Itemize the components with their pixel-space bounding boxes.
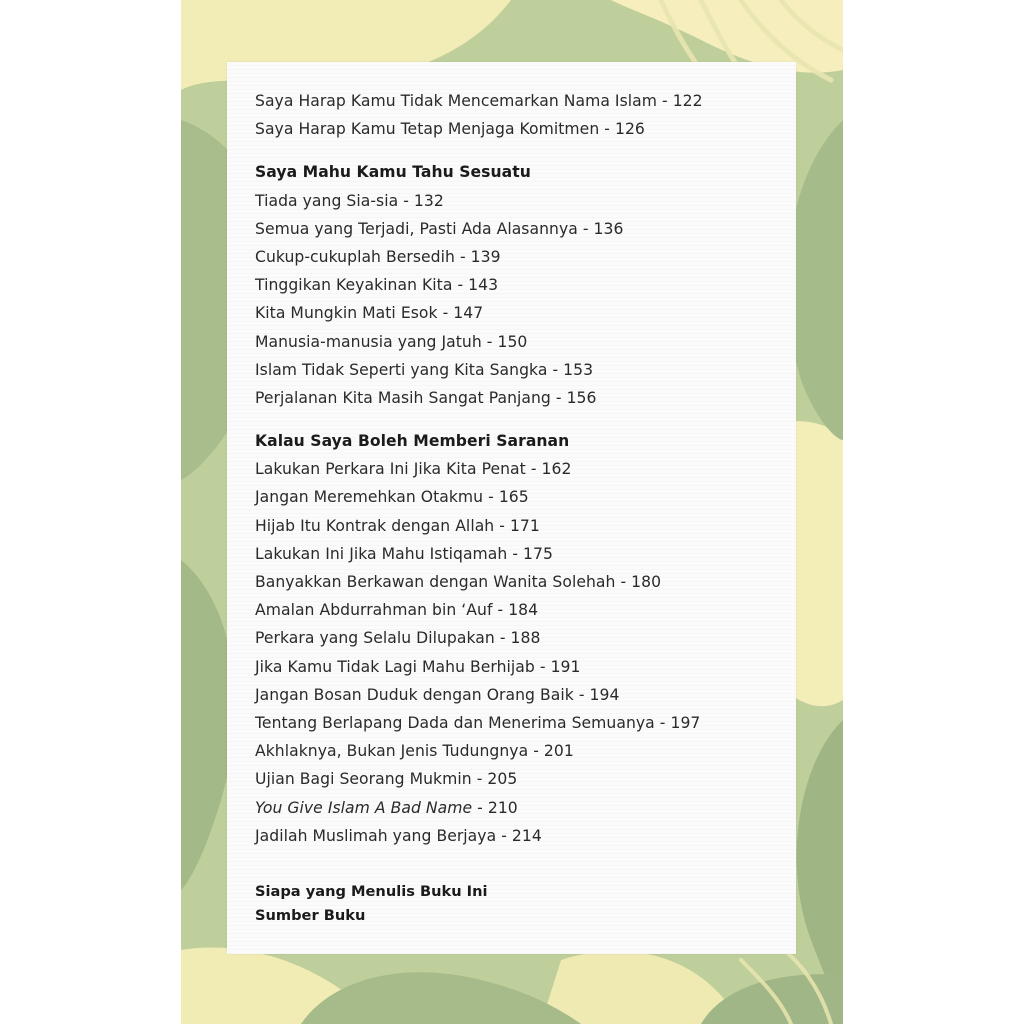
entry-title: Lakukan Perkara Ini Jika Kita Penat	[255, 460, 526, 479]
entry-title: Cukup-cukuplah Bersedih	[255, 247, 455, 266]
entry-page: 201	[543, 742, 574, 761]
toc-entry[interactable]: Perkara yang Selalu Dilupakan - 188	[255, 629, 541, 648]
entry-title: Jangan Meremehkan Otakmu	[255, 488, 484, 507]
entry-page: 132	[413, 191, 444, 210]
entry-page: 210	[487, 798, 518, 817]
toc-entry[interactable]: Amalan Abdurrahman bin ‘Auf - 184	[255, 601, 539, 620]
entry-page: 171	[509, 516, 540, 535]
entry-page: 122	[672, 92, 703, 110]
entry-title: You Give Islam A Bad Name	[255, 798, 473, 817]
section-heading: Saya Mahu Kamu Tahu Sesuatu	[255, 163, 531, 182]
closing-entry-author[interactable]: Siapa yang Menulis Buku Ini	[255, 882, 488, 900]
toc-entry[interactable]: Jika Kamu Tidak Lagi Mahu Berhijab - 191	[255, 657, 581, 676]
toc-entry[interactable]: Saya Harap Kamu Tidak Mencemarkan Nama Islam - 122	[255, 92, 703, 110]
toc-entry[interactable]: Perjalanan Kita Masih Sangat Panjang - 156	[255, 388, 597, 407]
entry-title: Ujian Bagi Seorang Mukmin	[255, 770, 472, 789]
entry-title: Tentang Berlapang Dada dan Menerima Semuanya	[255, 713, 655, 732]
entry-title: Saya Harap Kamu Tetap Menjaga Komitmen	[255, 120, 600, 139]
entry-page: 175	[523, 544, 553, 563]
entry-page: 162	[541, 460, 572, 479]
entry-page: 147	[453, 304, 484, 323]
entry-title: Saya Harap Kamu Tidak Mencemarkan Nama Islam	[255, 92, 657, 110]
entry-title: Perjalanan Kita Masih Sangat Panjang	[255, 388, 551, 407]
entry-page: 139	[470, 247, 501, 266]
toc-entry[interactable]: Cukup-cukuplah Bersedih - 139	[255, 247, 501, 266]
toc-entry[interactable]: Manusia-manusia yang Jatuh - 150	[255, 332, 528, 351]
entry-page: 197	[670, 713, 701, 732]
toc-entry[interactable]: Ujian Bagi Seorang Mukmin - 205	[255, 770, 518, 789]
entry-title: Tiada yang Sia-sia	[255, 191, 399, 210]
toc-entry[interactable]: Tiada yang Sia-sia - 132	[255, 191, 444, 210]
toc-entry[interactable]: Lakukan Perkara Ini Jika Kita Penat - 162	[255, 460, 572, 479]
entry-title: Lakukan Ini Jika Mahu Istiqamah	[255, 544, 508, 563]
entry-page: 153	[563, 360, 594, 379]
closing-entry-sources[interactable]: Sumber Buku	[255, 906, 366, 924]
entry-title: Semua yang Terjadi, Pasti Ada Alasannya	[255, 219, 578, 238]
toc-entry[interactable]: Akhlaknya, Bukan Jenis Tudungnya - 201	[255, 742, 574, 761]
toc-entry[interactable]: Kita Mungkin Mati Esok - 147	[255, 304, 484, 323]
entry-title: Jangan Bosan Duduk dengan Orang Baik	[255, 685, 574, 704]
entry-page: 126	[614, 120, 645, 139]
entry-page: 165	[498, 488, 529, 507]
toc-entry[interactable]: Jangan Meremehkan Otakmu - 165	[255, 488, 529, 507]
entry-page: 191	[550, 657, 581, 676]
entry-title: Jika Kamu Tidak Lagi Mahu Berhijab	[255, 657, 535, 676]
entry-page: 156	[566, 388, 597, 407]
toc-entry[interactable]: Tentang Berlapang Dada dan Menerima Semuanya - 197	[255, 713, 701, 732]
entry-page: 184	[508, 601, 539, 620]
toc-entry[interactable]: Semua yang Terjadi, Pasti Ada Alasannya - 136	[255, 219, 624, 238]
entry-title: Kita Mungkin Mati Esok	[255, 304, 438, 323]
entry-title: Islam Tidak Seperti yang Kita Sangka	[255, 360, 548, 379]
entry-title: Perkara yang Selalu Dilupakan	[255, 629, 495, 648]
toc-card	[227, 62, 796, 954]
entry-page: 180	[631, 573, 662, 591]
section-heading: Kalau Saya Boleh Memberi Saranan	[255, 432, 570, 451]
entry-title: Jadilah Muslimah yang Berjaya	[255, 826, 497, 845]
toc-entry[interactable]: Saya Harap Kamu Tetap Menjaga Komitmen - 126	[255, 120, 645, 139]
entry-title: Amalan Abdurrahman bin ‘Auf	[255, 601, 493, 620]
entry-page: 188	[510, 629, 541, 648]
toc-entry[interactable]: Hijab Itu Kontrak dengan Allah - 171	[255, 516, 540, 535]
toc-entry[interactable]: You Give Islam A Bad Name - 210	[255, 798, 518, 817]
toc-entry[interactable]: Islam Tidak Seperti yang Kita Sangka - 153	[255, 360, 594, 379]
toc-entry[interactable]: Tinggikan Keyakinan Kita - 143	[255, 276, 499, 295]
entry-title: Akhlaknya, Bukan Jenis Tudungnya	[255, 742, 529, 761]
entry-title: Tinggikan Keyakinan Kita	[255, 276, 453, 295]
toc-entry[interactable]: Jadilah Muslimah yang Berjaya - 214	[255, 826, 542, 845]
toc-entry[interactable]: Banyakkan Berkawan dengan Wanita Solehah - 180	[255, 573, 662, 591]
book-page	[181, 0, 843, 1024]
entry-page: 214	[511, 826, 542, 845]
entry-page: 143	[468, 276, 499, 295]
toc-entry[interactable]: Lakukan Ini Jika Mahu Istiqamah - 175	[255, 544, 553, 563]
entry-page: 150	[497, 332, 528, 351]
entry-title: Hijab Itu Kontrak dengan Allah	[255, 516, 495, 535]
toc-entry[interactable]: Jangan Bosan Duduk dengan Orang Baik - 194	[255, 685, 620, 704]
entry-title: Manusia-manusia yang Jatuh	[255, 332, 482, 351]
entry-page: 194	[589, 685, 620, 704]
table-of-contents	[255, 87, 785, 928]
entry-page: 136	[593, 219, 624, 238]
entry-title: Banyakkan Berkawan dengan Wanita Solehah	[255, 573, 616, 591]
entry-page: 205	[487, 770, 518, 789]
